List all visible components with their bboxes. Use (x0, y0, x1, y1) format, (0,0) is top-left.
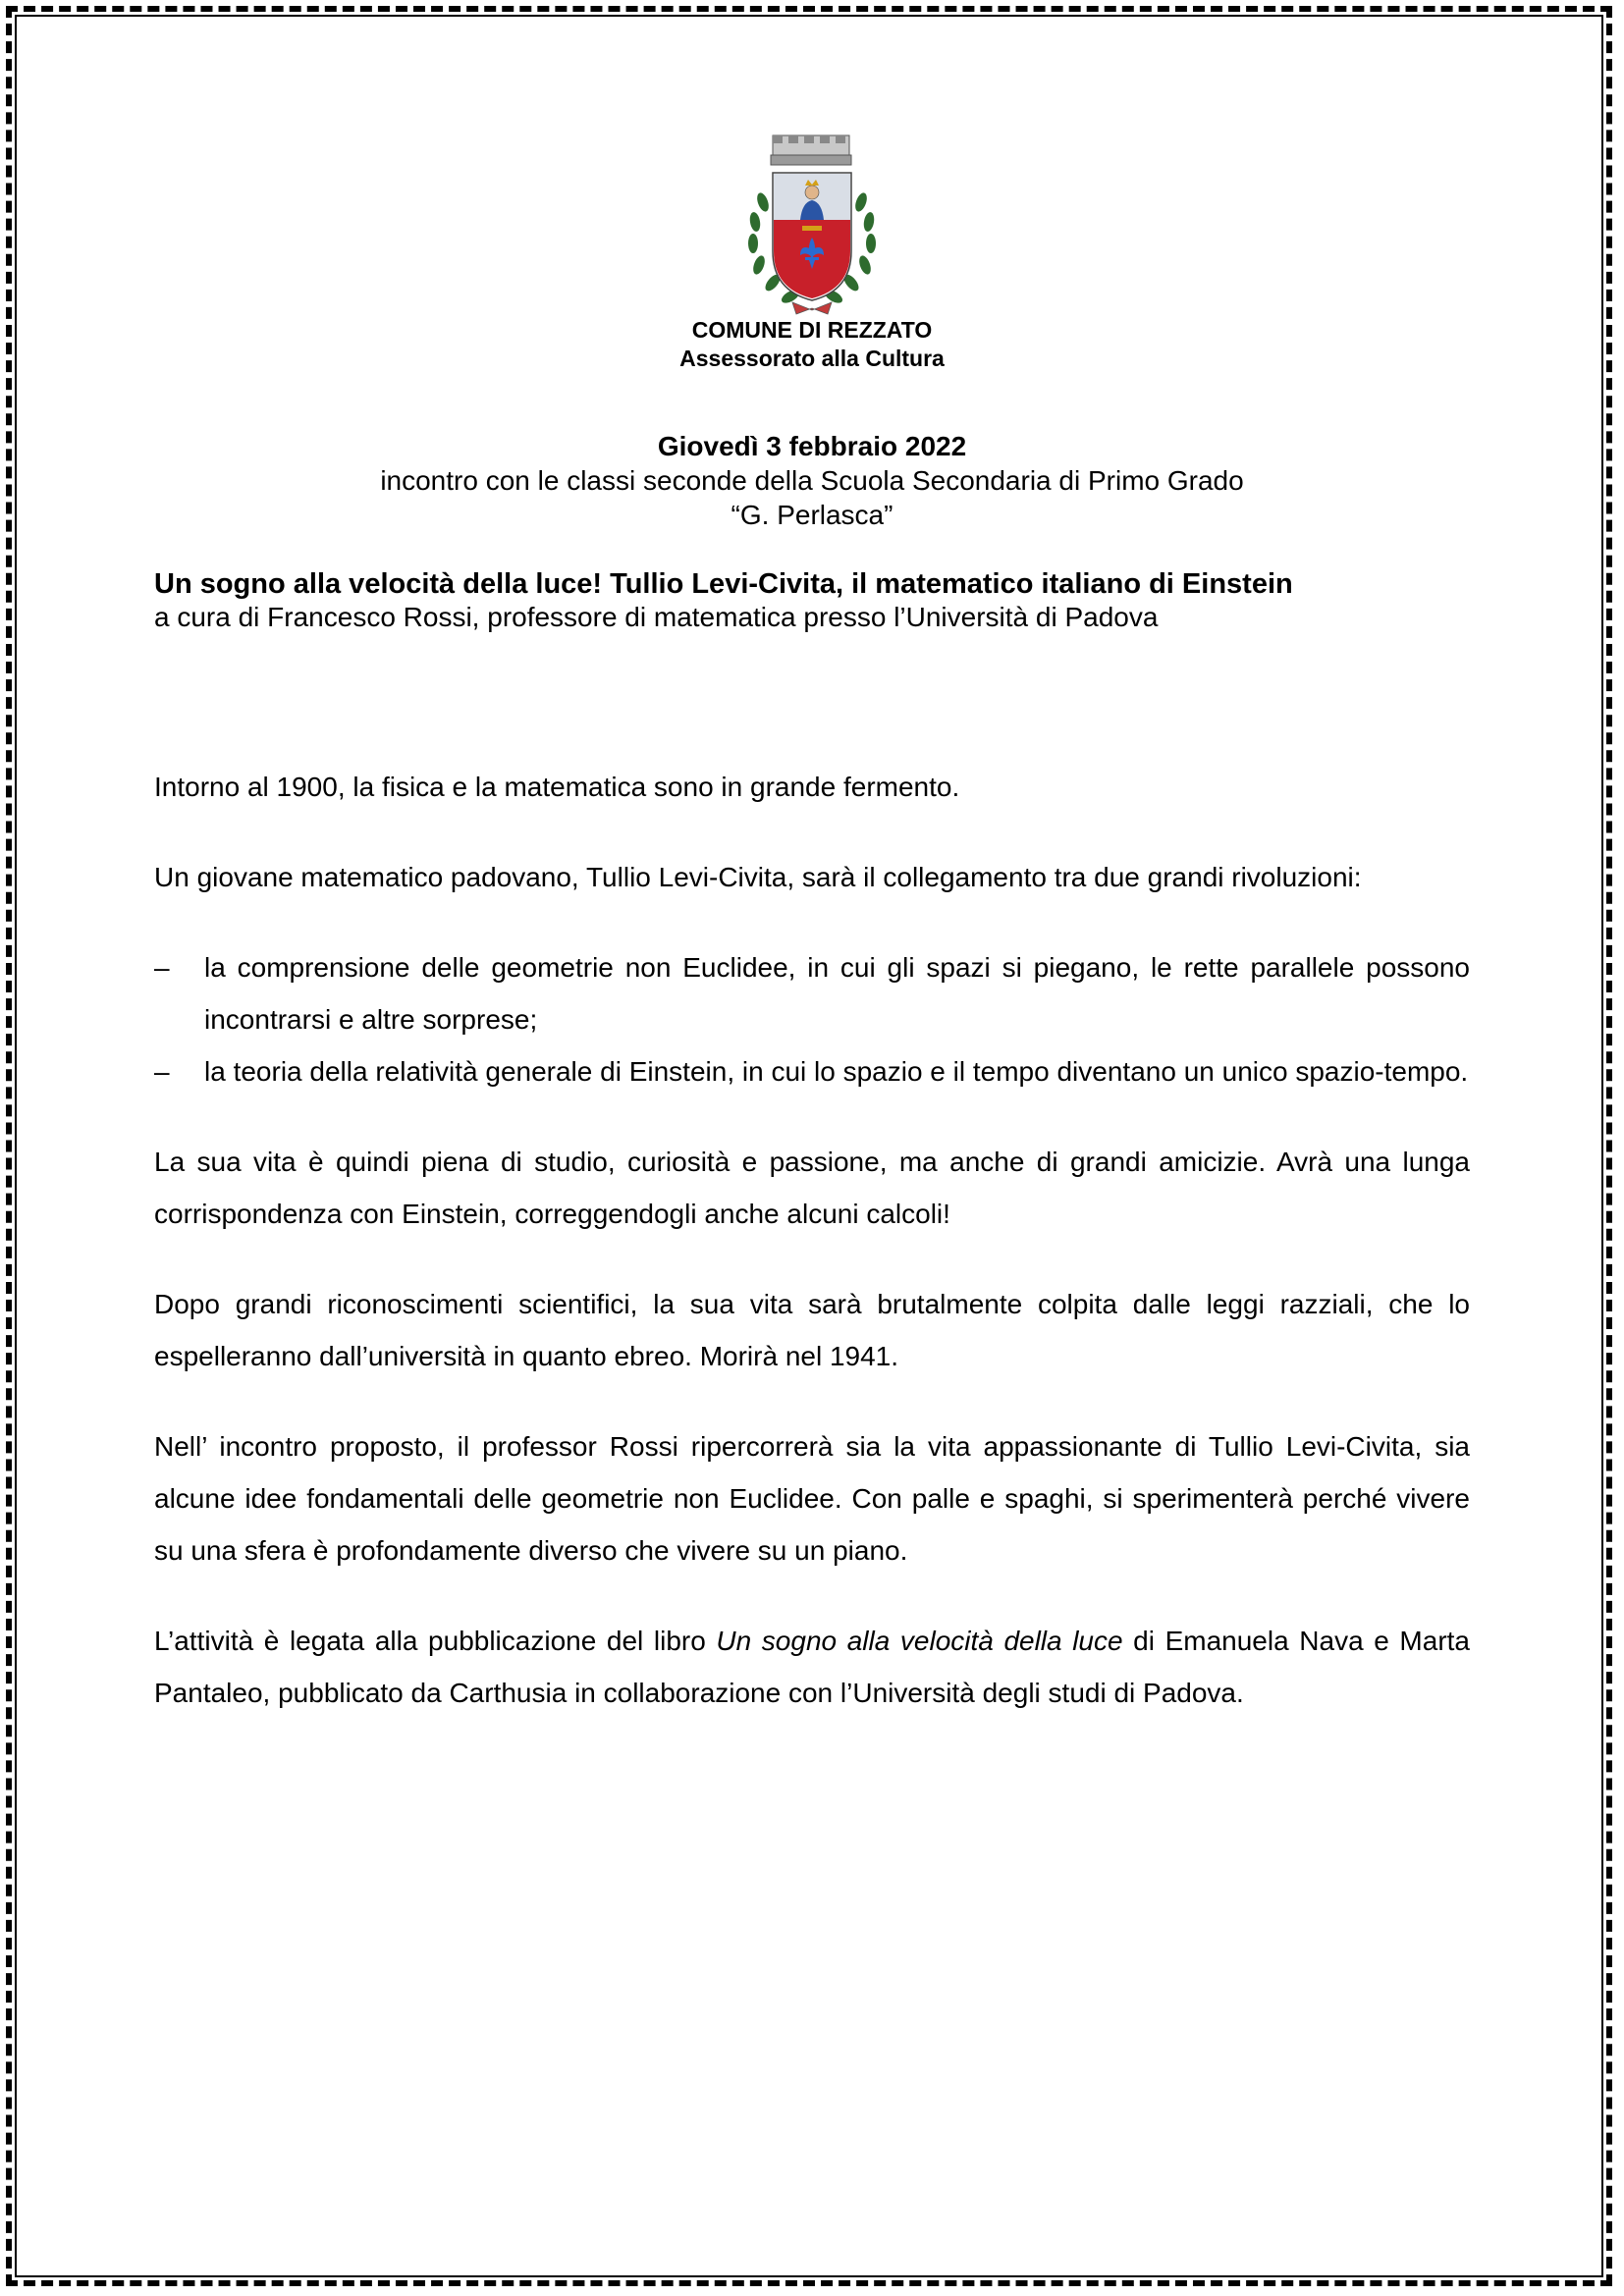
book-text-before: L’attività è legata alla pubblicazione del libro (154, 1626, 717, 1656)
paragraph-meeting: Nell’ incontro proposto, il professor Rossi ripercorrerà sia la vita appassionante di Tullio Levi-Civita, sia alcune idee fondamentali delle geometrie non Euclidee. Con palle e spaghi, si sperimenterà perché vivere su una sfera è profondamente diverso che vivere su un piano. (154, 1431, 1470, 1566)
revolutions-list (154, 941, 1470, 1097)
talk-heading (154, 567, 1470, 634)
dash-bullet-icon: – (154, 1056, 170, 1087)
talk-speaker: a cura di Francesco Rossi, professore di matematica presso l’Università di Padova (154, 602, 1159, 632)
list-item-text: la comprensione delle geometrie non Euclidee, in cui gli spazi si piegano, le rette parallele possono incontrarsi e altre sorprese; (204, 952, 1470, 1035)
list-item (154, 1045, 1470, 1097)
talk-title: Un sogno alla velocità della luce! Tullio Levi-Civita, il matematico italiano di Einstein (154, 568, 1293, 600)
event-school: “G. Perlasca” (731, 500, 893, 530)
event-info (0, 429, 1624, 532)
municipal-coat-of-arms-icon (733, 133, 891, 320)
book-text-after: di Emanuela Nava e Marta Pantaleo, pubblicato da Carthusia in collaborazione con l’Università degli studi di Padova. (154, 1626, 1471, 1708)
organization-name: COMUNE DI REZZATO (691, 317, 933, 343)
department-name: Assessorato alla Cultura (679, 346, 945, 371)
body-text (154, 761, 1470, 1757)
paragraph-intro: Intorno al 1900, la fisica e la matematica sono in grande fermento. (154, 772, 960, 802)
book-title: Un sogno alla velocità della luce (716, 1626, 1123, 1656)
list-item (154, 941, 1470, 1045)
dash-bullet-icon: – (154, 952, 170, 983)
paragraph-lead: Un giovane matematico padovano, Tullio Levi-Civita, sarà il collegamento tra due grandi rivoluzioni: (154, 862, 1362, 892)
crown-icon (771, 135, 851, 165)
shield-icon (773, 173, 851, 300)
list-item-text: la teoria della relatività generale di Einstein, in cui lo spazio e il tempo diventano un unico spazio-tempo. (204, 1056, 1469, 1087)
paragraph-book (154, 1615, 1470, 1719)
paragraph-life: La sua vita è quindi piena di studio, curiosità e passione, ma anche di grandi amicizie. Avrà una lunga corrispondenza con Einstein, correggendogli anche alcuni calcoli! (154, 1147, 1470, 1229)
event-date: Giovedì 3 febbraio 2022 (657, 431, 967, 461)
event-audience: incontro con le classi seconde della Scuola Secondaria di Primo Grado (380, 465, 1244, 496)
paragraph-racial-laws: Dopo grandi riconoscimenti scientifici, la sua vita sarà brutalmente colpita dalle leggi razziali, che lo espelleranno dall’università in quanto ebreo. Morirà nel 1941. (154, 1289, 1470, 1371)
ribbon-icon (792, 302, 832, 314)
org-header (0, 316, 1624, 373)
